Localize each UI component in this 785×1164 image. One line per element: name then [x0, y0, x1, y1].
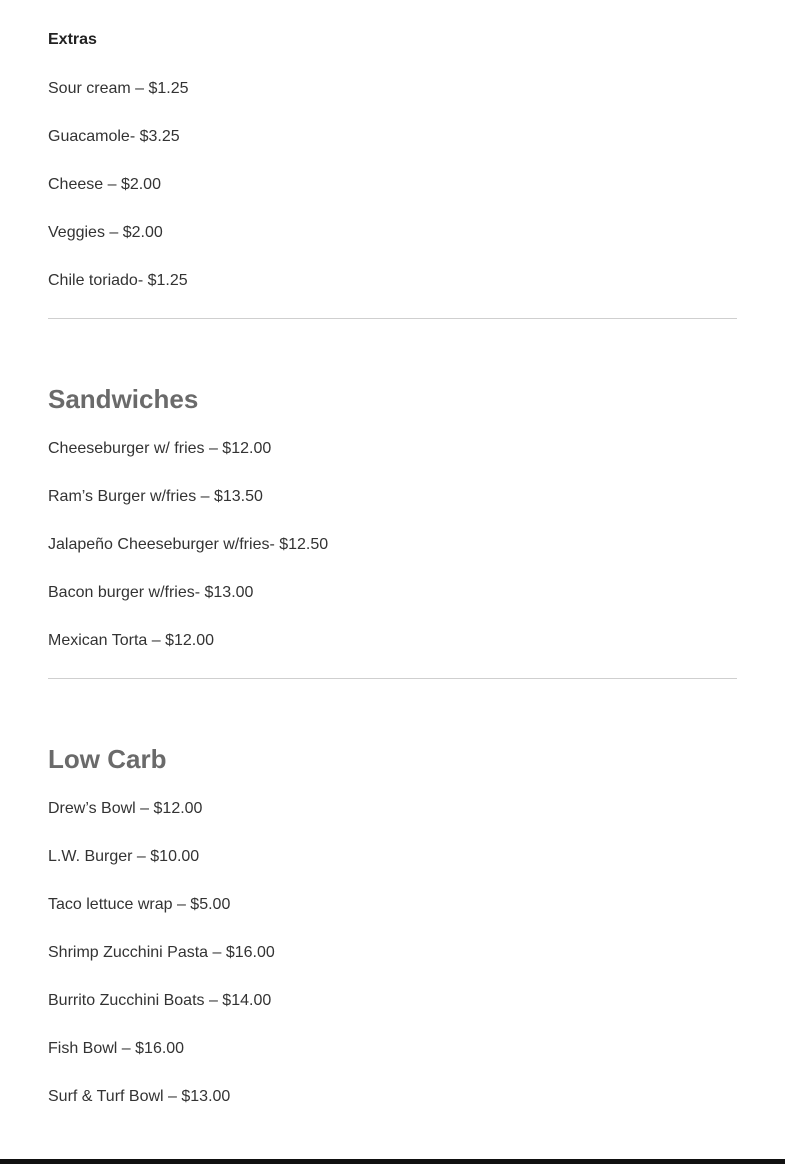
low-carb-item: Taco lettuce wrap – $5.00 [48, 896, 231, 913]
low-carb-item: Fish Bowl – $16.00 [48, 1040, 185, 1057]
extras-item: Veggies – $2.00 [48, 224, 163, 241]
section-divider [48, 678, 737, 679]
low-carb-item: Shrimp Zucchini Pasta – $16.00 [48, 944, 275, 961]
sandwiches-item: Bacon burger w/fries- $13.00 [48, 584, 254, 601]
low-carb-title: Low Carb [48, 744, 167, 774]
extras-item: Sour cream – $1.25 [48, 80, 189, 97]
section-divider [48, 318, 737, 319]
low-carb-item: L.W. Burger – $10.00 [48, 848, 200, 865]
sandwiches-item: Jalapeño Cheeseburger w/fries- $12.50 [48, 536, 329, 553]
extras-item: Guacamole- $3.25 [48, 128, 180, 145]
sandwiches-item: Cheeseburger w/ fries – $12.00 [48, 440, 272, 457]
extras-item: Cheese – $2.00 [48, 176, 161, 193]
low-carb-item: Surf & Turf Bowl – $13.00 [48, 1088, 231, 1105]
extras-heading: Extras [48, 31, 97, 48]
extras-item: Chile toriado- $1.25 [48, 272, 188, 289]
sandwiches-title: Sandwiches [48, 384, 199, 414]
footer-bar [0, 1159, 785, 1164]
sandwiches-item: Mexican Torta – $12.00 [48, 632, 215, 649]
low-carb-item: Drew’s Bowl – $12.00 [48, 800, 203, 817]
sandwiches-item: Ram’s Burger w/fries – $13.50 [48, 488, 263, 505]
low-carb-item: Burrito Zucchini Boats – $14.00 [48, 992, 272, 1009]
